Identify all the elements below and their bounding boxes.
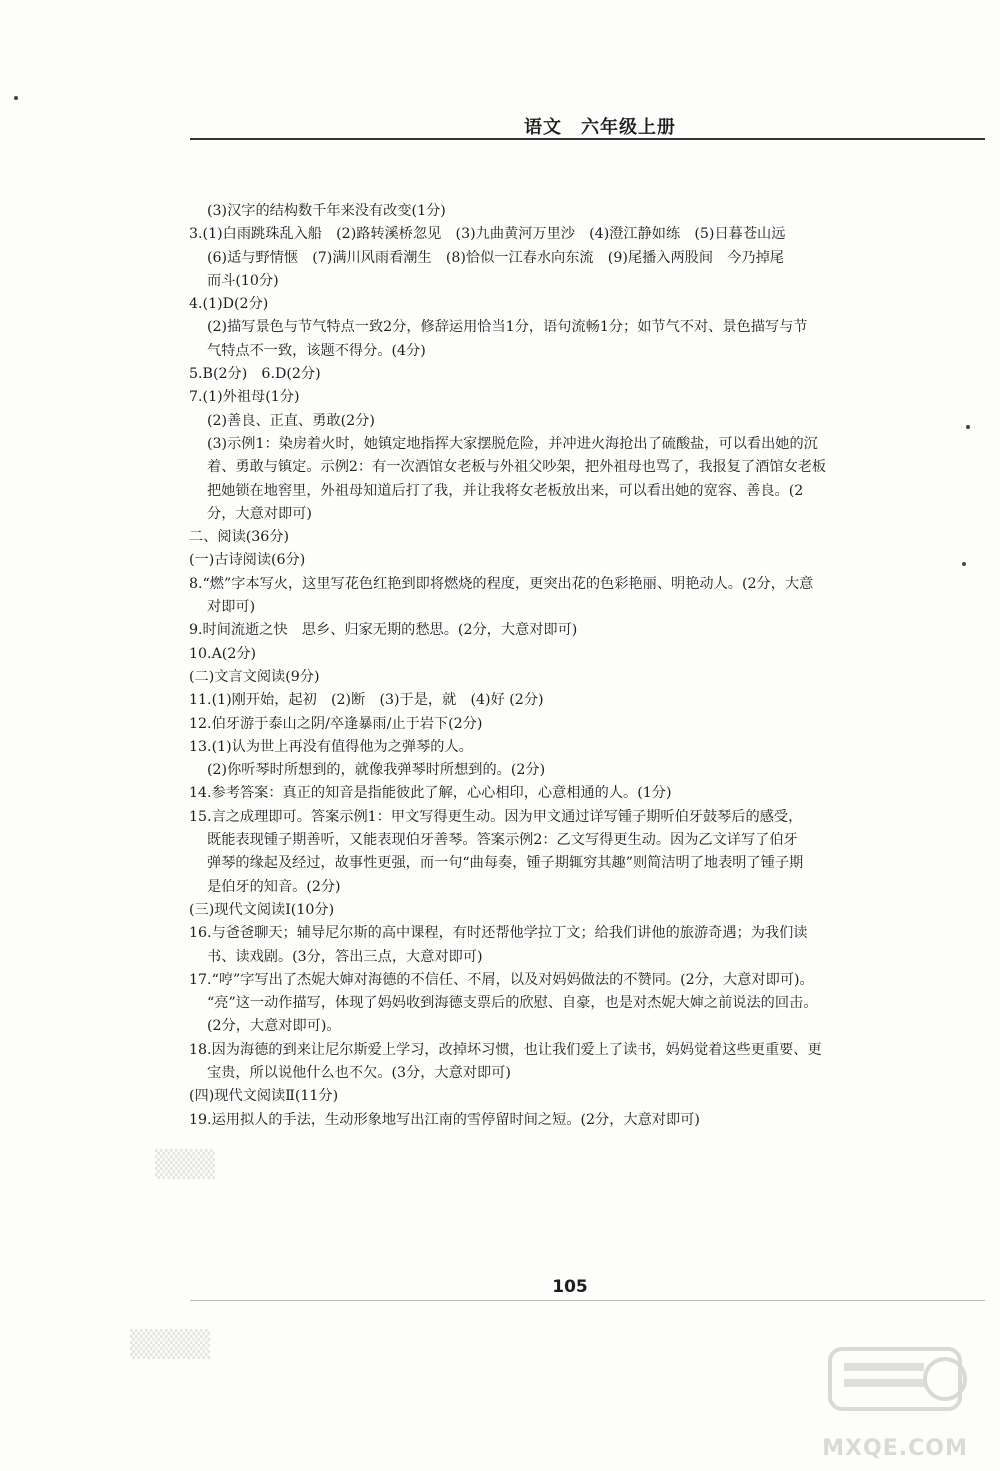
answer-line: 而斗(10分) [207,272,279,289]
scan-speck [962,562,966,566]
answer-line: 3.(1)白雨跳珠乱入船 (2)路转溪桥忽见 (3)九曲黄河万里沙 (4)澄江静如练 (5)日暮苍山远 [189,226,786,243]
subsection-heading: (二)文言文阅读(9分) [189,668,320,685]
footer-divider [190,1300,985,1301]
answer-line: (6)适与野情惬 (7)满川风雨看潮生 (8)恰似一江春水向东流 (9)尾播入两股间 今乃掉尾 [207,249,784,266]
answer-line: (2分，大意对即可)。 [207,1018,341,1035]
answer-line: 既能表现锺子期善听，又能表现伯牙善琴。答案示例2：乙文写得更生动。因为乙文详写了伯牙 [207,832,798,849]
answer-content [189,200,939,1132]
answer-line: 16.与爸爸聊天；辅导尼尔斯的高中课程，有时还帮他学拉丁文；给我们讲他的旅游奇遇；为我们读 [189,925,808,942]
answer-line: 把她锁在地窖里，外祖母知道后打了我，并让我将女老板放出来，可以看出她的宽容、善良。(2 [207,482,804,499]
answer-line: (2)善良、正直、勇敢(2分) [207,412,375,429]
section-heading: 二、阅读(36分) [189,529,290,546]
answer-line: 宝贵，所以说他什么也不欠。(3分，大意对即可) [207,1064,511,1081]
bleed-through-mark: ▒▒▒ [155,1150,215,1180]
subsection-heading: (三)现代文阅读Ⅰ(10分) [189,901,335,918]
subsection-heading: (一)古诗阅读(6分) [189,552,306,569]
answer-line: 19.运用拟人的手法，生动形象地写出江南的雪停留时间之短。(2分，大意对即可) [189,1111,700,1128]
watermark [810,1341,980,1461]
scan-speck [966,425,970,429]
answer-line: 15.言之成理即可。答案示例1：甲文写得更生动。因为甲文通过详写锺子期听伯牙鼓琴后的感受， [189,808,803,825]
answer-line: 11.(1)刚开始，起初 (2)断 (3)于是，就 (4)好 (2分) [189,692,544,709]
answer-line: 对即可) [207,599,256,616]
answer-line: 气特点不一致，该题不得分。(4分) [207,342,426,359]
answer-line: (2)你听琴时所想到的，就像我弹琴时所想到的。(2分) [207,762,546,779]
answer-line: 14.参考答案：真正的知音是指能彼此了解，心心相印，心意相通的人。(1分) [189,785,672,802]
answer-line: 书、读戏剧。(3分，答出三点，大意对即可) [207,948,483,965]
answer-line: (3)示例1：染房着火时，她镇定地指挥大家摆脱危险，并冲进火海抢出了硫酸盐，可以看出她的沉 [207,435,818,452]
answer-line: “亮”这一动作描写，体现了妈妈收到海德支票后的欣慰、自豪，也是对杰妮大婶之前说法的回击。 [207,995,818,1012]
answer-line: 12.伯牙游于泰山之阴/卒逢暴雨/止于岩下(2分) [189,715,483,732]
watermark-text: MXQE.COM [822,1436,968,1461]
answer-line: 是伯牙的知音。(2分) [207,878,341,895]
answer-line: 4.(1)D(2分) [189,296,269,313]
answer-line: 10.A(2分) [189,645,257,662]
page-number: 105 [552,1277,588,1297]
answer-line: 弹琴的缘起及经过，故事性更强，而一句“曲每奏，锺子期辄穷其趣”则简洁明了地表明了锺子期 [207,855,804,872]
answer-line: 17.“哼”字写出了杰妮大婶对海德的不信任、不屑，以及对妈妈做法的不赞同。(2分，大意对即可)。 [189,971,814,988]
answer-line: 18.因为海德的到来让尼尔斯爱上学习，改掉坏习惯，也让我们爱上了读书，妈妈觉着这些更重要、更 [189,1041,822,1058]
bleed-through-mark: ▒▒▒▒ [130,1330,210,1360]
answer-line: 8.“燃”字本写火，这里写花色红艳到即将燃烧的程度，更突出花的色彩艳丽、明艳动人。(2分，大意 [189,575,814,592]
scan-speck [14,96,18,100]
answer-line: 着、勇敢与镇定。示例2：有一次酒馆女老板与外祖父吵架，把外祖母也骂了，我报复了酒馆女老板 [207,459,827,476]
answer-line: (3)汉字的结构数千年来没有改变(1分) [207,203,446,219]
answer-line: 5.B(2分) 6.D(2分) [189,366,321,383]
watermark-logo-icon [810,1341,980,1431]
page-header-title: 语文 六年级上册 [524,117,676,138]
answer-line: 9.时间流逝之快 思乡、归家无期的愁思。(2分，大意对即可) [189,622,578,639]
answer-line: (2)描写景色与节气特点一致2分，修辞运用恰当1分，语句流畅1分；如节气不对、景色描写与节 [207,319,808,336]
answer-line: 7.(1)外祖母(1分) [189,389,300,406]
answer-line: 分，大意对即可) [207,505,312,522]
header-divider [190,138,985,140]
answer-line: 13.(1)认为世上再没有值得他为之弹琴的人。 [189,738,473,755]
subsection-heading: (四)现代文阅读Ⅱ(11分) [189,1088,339,1105]
